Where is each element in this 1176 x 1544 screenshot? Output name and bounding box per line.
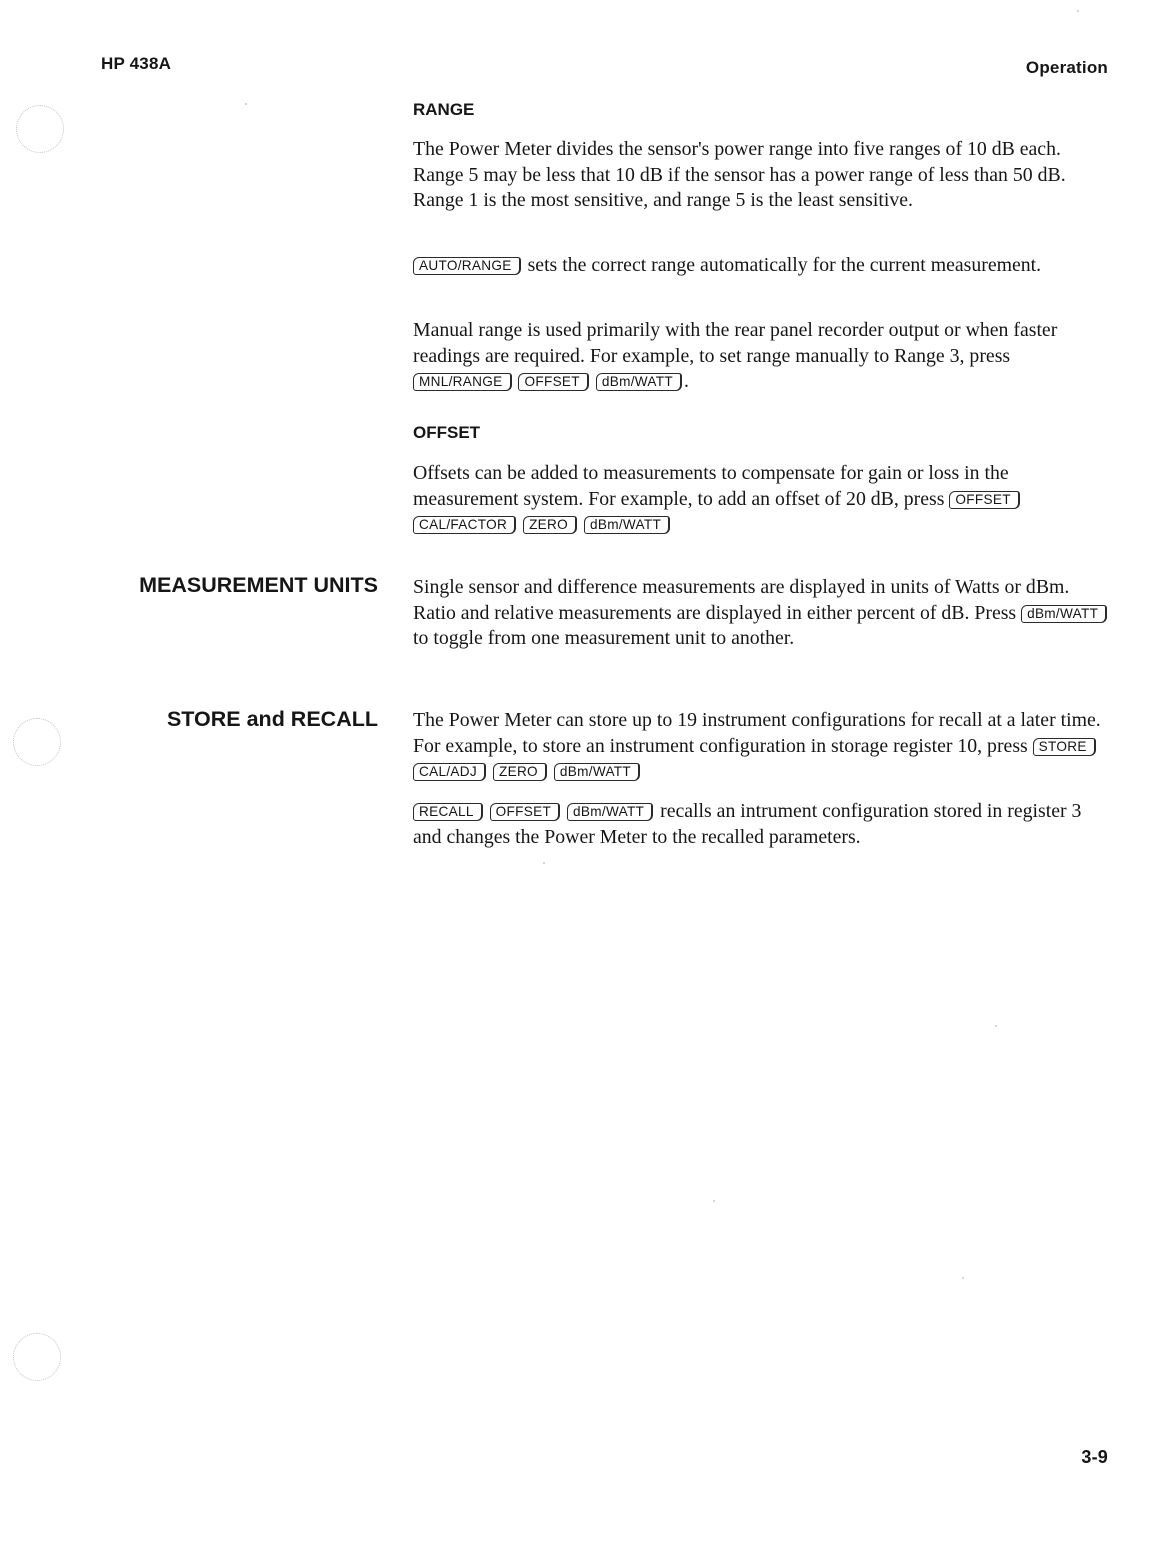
dbm-watt-key: dBm/WATT	[554, 763, 640, 781]
range-paragraph-3-text: Manual range is used primarily with the rear panel recorder output or when faster readings are required. For example, to set range manually to Range 3, press	[413, 319, 1058, 367]
mnl-range-key: MNL/RANGE	[413, 373, 512, 391]
punch-hole-middle	[13, 718, 61, 766]
store-recall-heading: STORE and RECALL	[166, 707, 378, 731]
range-heading: RANGE	[413, 100, 475, 119]
range-paragraph-3	[413, 318, 1113, 395]
range-paragraph-2	[413, 253, 1113, 279]
scan-speck	[245, 103, 247, 105]
header-section: Operation	[1025, 58, 1108, 77]
dbm-watt-key: dBm/WATT	[1021, 605, 1107, 623]
dbm-watt-key: dBm/WATT	[584, 516, 670, 534]
zero-key: ZERO	[523, 516, 577, 534]
offset-heading: OFFSET	[413, 423, 481, 442]
measurement-units-text-b: to toggle from one measurement unit to another.	[413, 627, 795, 649]
store-key: STORE	[1033, 738, 1096, 756]
offset-key: OFFSET	[949, 491, 1019, 509]
offset-paragraph	[413, 461, 1113, 538]
zero-key: ZERO	[493, 763, 547, 781]
measurement-units-text-a: Single sensor and difference measurements are displayed in units of Watts or dBm. Ratio and relative measurements are displayed in either percent of dB. Press	[413, 576, 1070, 624]
offset-key: OFFSET	[490, 803, 560, 821]
scan-speck	[995, 1025, 997, 1027]
punch-hole-top	[16, 105, 64, 153]
auto-range-key: AUTO/RANGE	[413, 257, 521, 275]
punch-hole-bottom	[13, 1333, 61, 1381]
header-model: HP 438A	[101, 54, 172, 73]
scan-speck	[962, 1277, 964, 1279]
store-recall-paragraph-1	[413, 708, 1113, 785]
page-number: 3-9	[1081, 1447, 1108, 1467]
scan-speck	[543, 862, 545, 864]
measurement-units-paragraph	[413, 575, 1113, 652]
range-paragraph-1: The Power Meter divides the sensor's power range into five ranges of 10 dB each. Range 5 may be less that 10 dB if the sensor has a power range of less than 50 dB. Range 1 is the most sensitive, and range 5 is the least sensitive.	[413, 138, 1066, 211]
scan-speck	[1077, 10, 1079, 12]
store-recall-paragraph-1-text: The Power Meter can store up to 19 instrument configurations for recall at a later time. For example, to store an instrument configuration in storage register 10, press	[413, 709, 1101, 757]
store-recall-paragraph-2-text: recalls an intrument configuration stored in register 3 and changes the Power Meter to the recalled parameters.	[413, 800, 1082, 848]
scan-speck	[713, 1200, 715, 1202]
measurement-units-heading: MEASUREMENT UNITS	[139, 573, 378, 597]
dbm-watt-key: dBm/WATT	[596, 373, 682, 391]
range-paragraph-3-end: .	[683, 370, 689, 392]
cal-adj-key: CAL/ADJ	[413, 763, 486, 781]
dbm-watt-key: dBm/WATT	[567, 803, 653, 821]
range-paragraph-2-text: sets the correct range automatically for the current measurement.	[522, 254, 1042, 276]
offset-key: OFFSET	[518, 373, 588, 391]
store-recall-paragraph-2	[413, 799, 1113, 850]
cal-factor-key: CAL/FACTOR	[413, 516, 516, 534]
recall-key: RECALL	[413, 803, 483, 821]
offset-paragraph-text: Offsets can be added to measurements to compensate for gain or loss in the measurement system. For example, to add an offset of 20 dB, press	[413, 462, 1009, 510]
